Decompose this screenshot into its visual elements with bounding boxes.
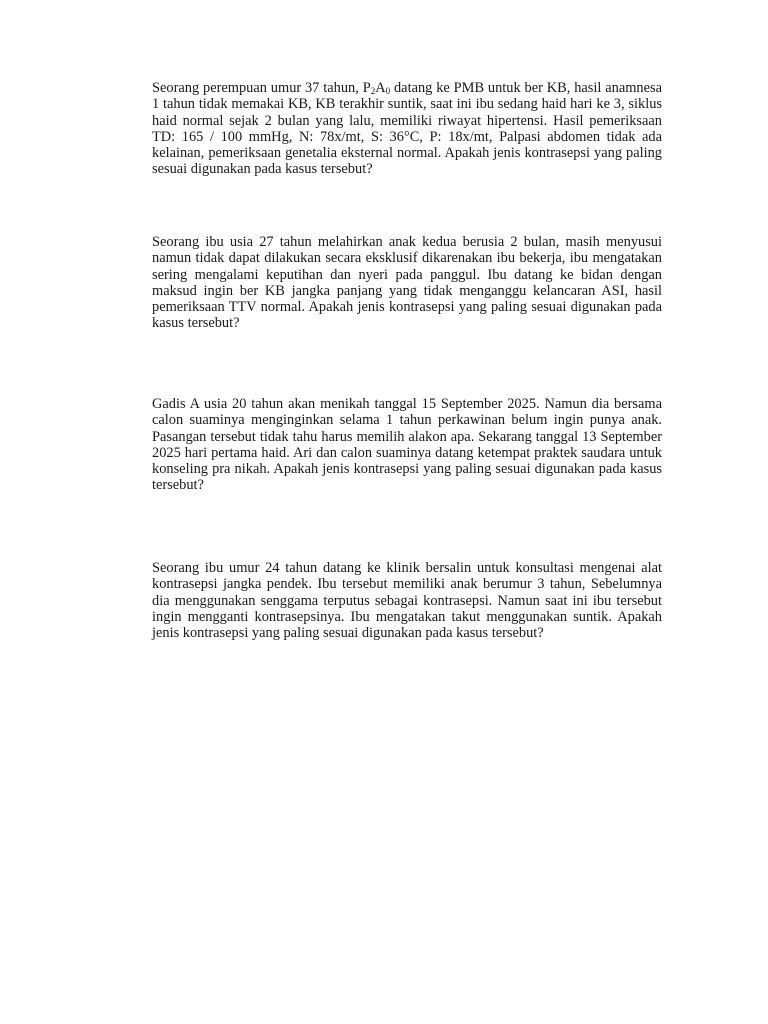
question-2: Seorang ibu usia 27 tahun melahirkan anak kedua berusia 2 bulan, masih menyusui namun tidak dapat dilakukan secara eksklusif dikarenakan ibu bekerja, ibu mengatakan sering mengalami keputihan dan nyeri pada panggul. Ibu datang ke bidan dengan maksud ingin ber KB jangka panjang yang tidak menganggu kelancaran ASI, hasil pemeriksaan TTV normal. Apakah jenis kontrasepsi yang paling sesuai digunakan pada kasus tersebut? [152, 234, 662, 332]
question-3: Gadis A usia 20 tahun akan menikah tanggal 15 September 2025. Namun dia bersama calon suaminya menginginkan selama 1 tahun perkawinan belum ingin punya anak. Pasangan tersebut tidak tahu harus memilih alakon apa. Sekarang tanggal 13 September 2025 hari pertama haid. Ari dan calon suaminya datang ketempat praktek saudara untuk konseling pra nikah. Apakah jenis kontrasepsi yang paling sesuai digunakan pada kasus tersebut? [152, 396, 662, 494]
question-1-subscript-p: 2 [370, 86, 376, 96]
question-4: Seorang ibu umur 24 tahun datang ke klinik bersalin untuk konsultasi mengenai alat kontrasepsi jangka pendek. Ibu tersebut memiliki anak berumur 3 tahun, Sebelumnya dia menggunakan senggama terputus sebagai kontrasepsi. Namun saat ini ibu tersebut ingin mengganti kontrasepsinya. Ibu mengatakan takut menggunakan suntik. Apakah jenis kontrasepsi yang paling sesuai digunakan pada kasus tersebut? [152, 560, 662, 642]
question-1-subscript-a: 0 [385, 86, 391, 96]
question-1-text-after: datang ke PMB untuk ber KB, hasil anamnesa 1 tahun tidak memakai KB, KB terakhir suntik, saat ini ibu sedang haid hari ke 3, siklus haid normal sejak 2 bulan yang lalu, memiliki riwayat hipertensi. Hasil pemeriksaan TD: 165 / 100 mmHg, N: 78x/mt, S: 36°C, P: 18x/mt, Palpasi abdomen tidak ada kelainan, pemeriksaan genetalia eksternal normal. Apakah jenis kontrasepsi yang paling sesuai digunakan pada kasus tersebut? [152, 80, 662, 178]
question-1 [152, 80, 662, 178]
question-1-text-before: Seorang perempuan umur 37 tahun, P [152, 80, 371, 96]
question-1-text-mid: A [375, 80, 386, 96]
